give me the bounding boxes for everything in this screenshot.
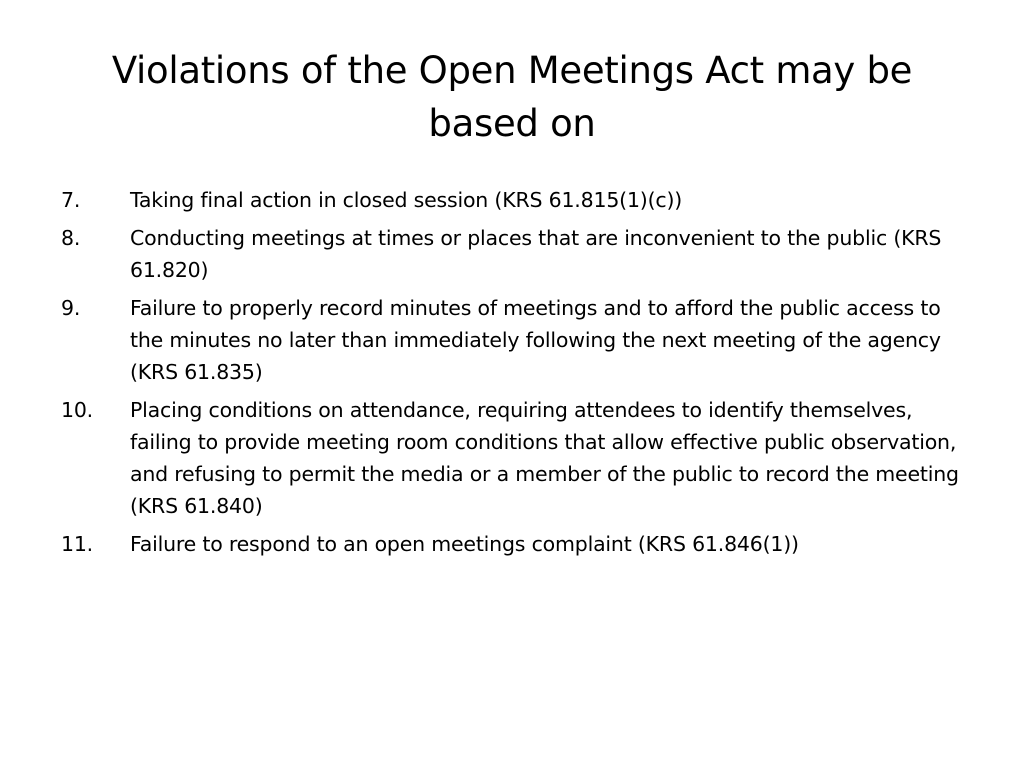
list-item-text: Placing conditions on attendance, requiring attendees to identify themselves, failing to provide meeting room conditions that allow effective public observation, and refusing to permit the media or a member of the public to record the meeting (KRS 61.840) bbox=[130, 398, 959, 518]
list-item-text: Conducting meetings at times or places that are inconvenient to the public (KRS 61.820) bbox=[130, 226, 942, 282]
list-item bbox=[61, 292, 961, 388]
list-item bbox=[61, 184, 961, 216]
list-item bbox=[61, 394, 961, 522]
list-item-number: 9. bbox=[61, 296, 81, 320]
list-item bbox=[61, 222, 961, 286]
list-item-number: 10. bbox=[61, 398, 94, 422]
list-item-number: 11. bbox=[61, 532, 94, 556]
list-item bbox=[61, 528, 961, 560]
list-item-text: Taking final action in closed session (KRS 61.815(1)(c)) bbox=[130, 188, 683, 212]
list-item-number: 8. bbox=[61, 226, 81, 250]
list-item-text: Failure to properly record minutes of meetings and to afford the public access to the minutes no later than immediately following the next meeting of the agency (KRS 61.835) bbox=[130, 296, 941, 384]
slide-title: Violations of the Open Meetings Act may be based on bbox=[111, 49, 913, 145]
list-item-number: 7. bbox=[61, 188, 81, 212]
list-item-text: Failure to respond to an open meetings complaint (KRS 61.846(1)) bbox=[130, 532, 799, 556]
violations-list bbox=[61, 184, 961, 566]
